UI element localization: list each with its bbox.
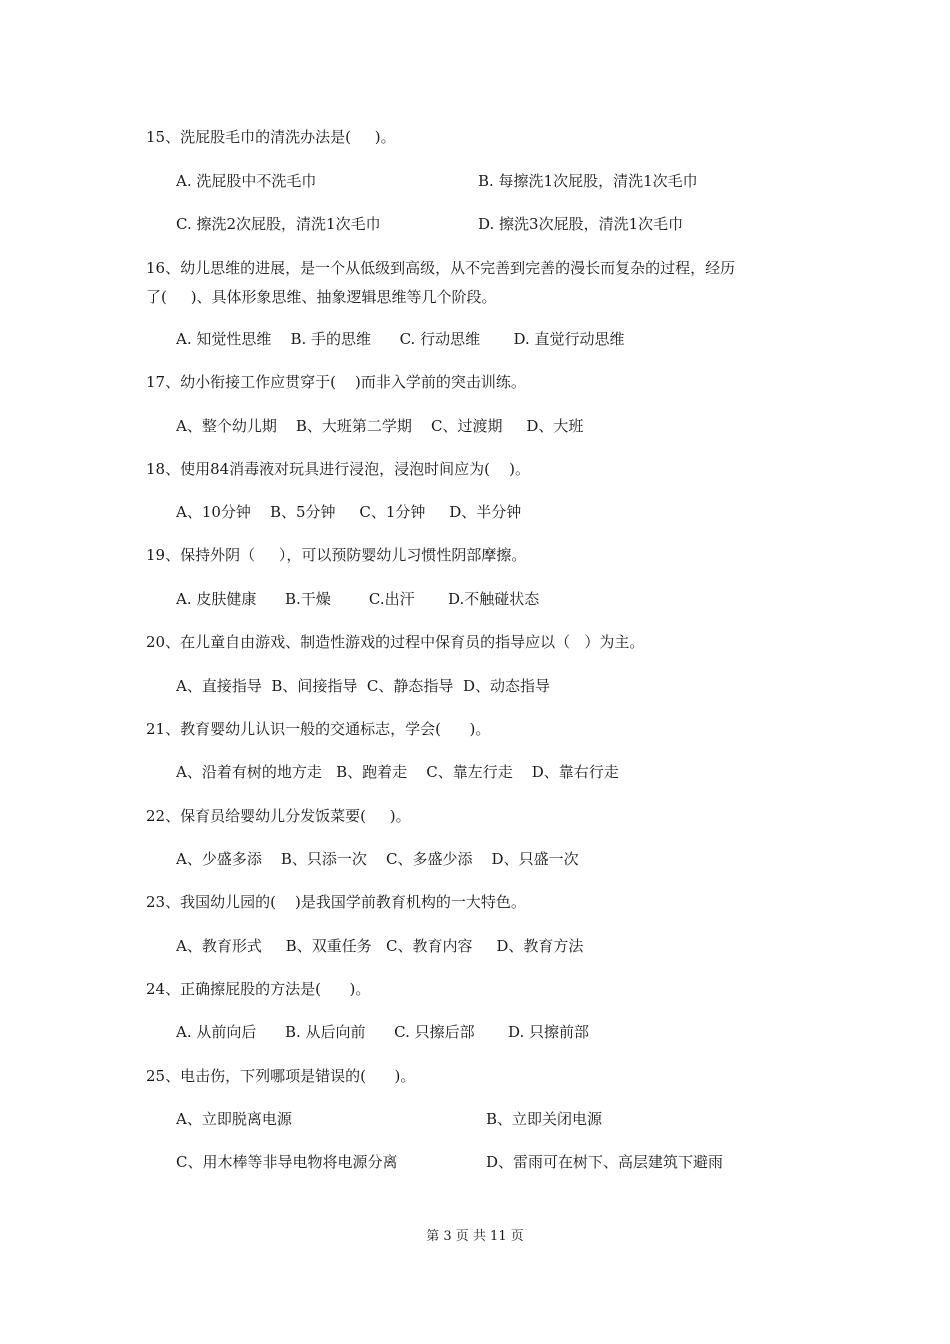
- question-stem: 15、洗屁股毛巾的清洗办法是( )。: [146, 128, 396, 146]
- option-d: D、雷雨可在树下、高层建筑下避雨: [486, 1153, 724, 1171]
- options-row: A、整个幼儿期 B、大班第二学期 C、过渡期 D、大班: [176, 417, 584, 435]
- page-number-footer: 第 3 页 共 11 页: [426, 1229, 524, 1244]
- options-row: A、少盛多添 B、只添一次 C、多盛少添 D、只盛一次: [176, 850, 579, 868]
- options-row: A. 知觉性思维 B. 手的思维 C. 行动思维 D. 直觉行动思维: [176, 330, 625, 348]
- question-stem: 17、幼小衔接工作应贯穿于( )而非入学前的突击训练。: [146, 373, 526, 391]
- question-stem: 24、正确擦屁股的方法是( )。: [146, 980, 371, 998]
- question-stem: 16、幼儿思维的进展，是一个从低级到高级，从不完善到完善的漫长而复杂的过程，经历: [146, 259, 736, 277]
- question-stem: 25、电击伤，下列哪项是错误的( )。: [146, 1067, 416, 1085]
- question-stem-continued: 了( )、具体形象思维、抽象逻辑思维等几个阶段。: [146, 288, 497, 306]
- options-row: A、教育形式 B、双重任务 C、教育内容 D、教育方法: [176, 937, 584, 955]
- option-c: C. 擦洗2次屁股，清洗1次毛巾: [176, 215, 381, 233]
- question-stem: 20、在儿童自由游戏、制造性游戏的过程中保育员的指导应以（ ）为主。: [146, 633, 645, 651]
- option-a: A、立即脱离电源: [176, 1110, 292, 1128]
- options-row: A. 从前向后 B. 从后向前 C. 只擦后部 D. 只擦前部: [176, 1023, 590, 1041]
- options-row: A、直接指导 B、间接指导 C、静态指导 D、动态指导: [176, 677, 550, 695]
- question-stem: 19、保持外阴（ ），可以预防婴幼儿习惯性阴部摩擦。: [146, 546, 527, 564]
- option-b: B、立即关闭电源: [486, 1110, 603, 1128]
- option-a: A. 洗屁股中不洗毛巾: [176, 172, 317, 190]
- options-row: A、10分钟 B、5分钟 C、1分钟 D、半分钟: [176, 503, 522, 521]
- question-stem: 22、保育员给婴幼儿分发饭菜要( )。: [146, 807, 411, 825]
- options-row: A、沿着有树的地方走 B、跑着走 C、靠左行走 D、靠右行走: [176, 763, 619, 781]
- question-stem: 18、使用84消毒液对玩具进行浸泡，浸泡时间应为( )。: [146, 460, 530, 478]
- option-d: D. 擦洗3次屁股，清洗1次毛巾: [478, 215, 684, 233]
- option-c: C、用木棒等非导电物将电源分离: [176, 1153, 398, 1171]
- question-stem: 21、教育婴幼儿认识一般的交通标志，学会( )。: [146, 720, 491, 738]
- question-stem: 23、我国幼儿园的( )是我国学前教育机构的一大特色。: [146, 893, 526, 911]
- options-row: A. 皮肤健康 B.干燥 C.出汗 D.不触碰状态: [176, 590, 540, 608]
- option-b: B. 每擦洗1次屁股，清洗1次毛巾: [478, 172, 698, 190]
